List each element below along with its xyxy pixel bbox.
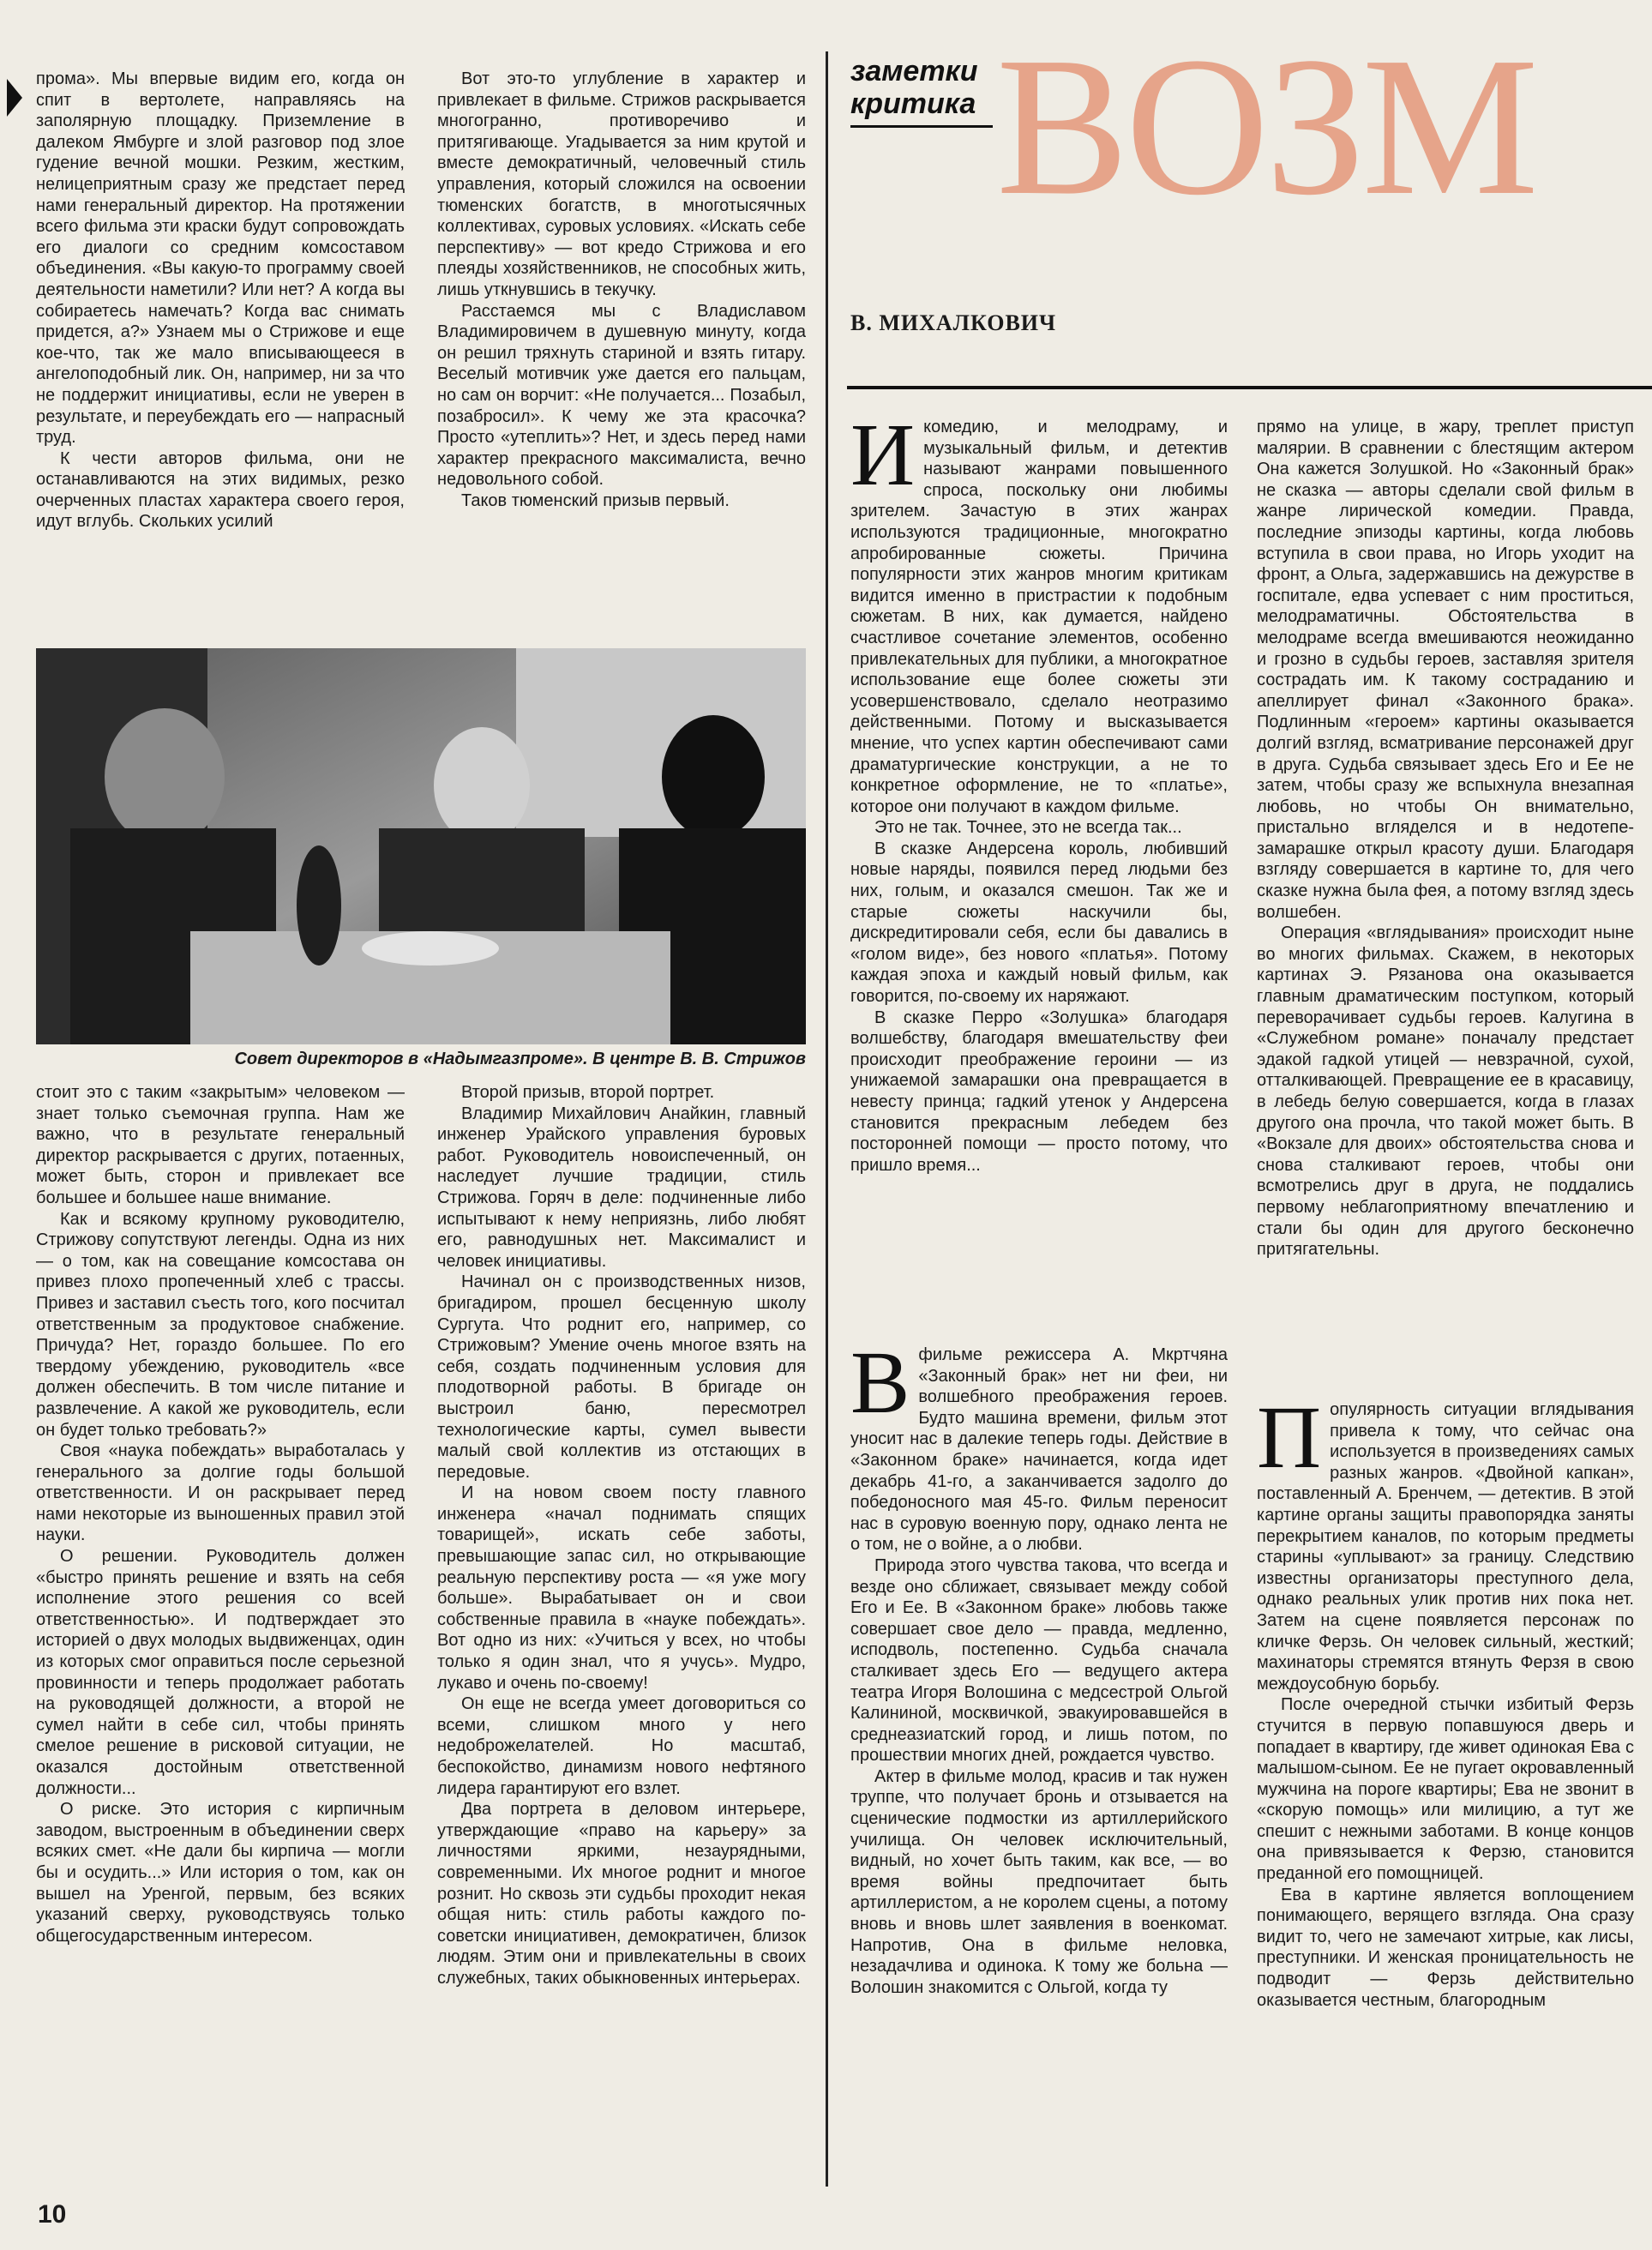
paragraph: После очередной стычки избитый Ферзь стучится в первую попавшуюся дверь и попадает в квартиру, где живет одинокая Ева с малышом-сыном. Ее не пугает окровавленный мужчина на пороге квартиры; Ева не звонит в «скорую помощь» или милицию, а тут же спешит с нежными заботами. В конце концов она привязывается к Ферзю, становится преданной его помощницей. (1257, 1695, 1634, 1884)
article-col-3-part-1 (850, 406, 1228, 1176)
photo-caption: Совет директоров в «Надымгазпроме». В центре В. В. Стрижов (234, 1050, 806, 1068)
paragraph-text: фильме режиссера А. Мкртчяна «Законный брак» нет ни феи, ни волшебного преображения героев. Будто машина времени, фильм этот уносит нас в далекие теперь годы. Действие в «Законном браке» начинается, когда идет декабрь 41-го, а заканчивается задолго до победоносного мая 45-го. Фильм переносит нас в суровую военную пору, однако лента не о том, не о войне, а о любви. (850, 1345, 1228, 1555)
article-col-4-part-1 (1257, 417, 1634, 1260)
article-col-3-part-2 (850, 1333, 1228, 1998)
page-number: 10 (38, 2200, 67, 2229)
paragraph: Природа этого чувства такова, что всегда и везде оно сближает, связывает между собой Его и Ее. В «Законном браке» любовь также совершает свое дело — правда, медленно, исподволь, постепенно. Судьба сначала сталкивает здесь Его — ведущего актера театра Игоря Волошина с медсестрой Ольгой Калининой, москвичкой, эвакуировавшейся в среднеазиатский город, и лишь потом, по прошествии многих дней, рождается чувство. (850, 1555, 1228, 1766)
paragraph: О решении. Руководитель должен «быстро принять решение и взять на себя исполнение этого решения со всей ответственностью». И подтверждает это историей о двух молодых выдвиженцах, один из которых смог оправиться после серьезной провинности и теперь продолжает работать на руководящей должности, а второй не сумел найти в себе сил, чтобы принять смелое решение в рисковой ситуации, не оказался достойным ответственной должности... (36, 1547, 405, 1798)
paragraph: Операция «вглядывания» происходит ныне во многих фильмах. Скажем, в некоторых картинах Э. Рязанова она оказывается главным драматическим поступком, который переворачивает судьбы героев. Калугина в «Служебном романе» поначалу предстает эдакой гадкой утицей — невзрачной, сухой, отталкивающей. Превращение ее в красавицу, в лебедь белую совершается, когда в глазах другого она прочла, что такой может быть. В «Вокзале для двоих» обстоятельства снова и снова сталкивают героев, чтобы они всмотрелись друг в друга, не поддались первому неблагоприятному впечатлению и стали бы один для другого бесконечно притягательны. (1257, 923, 1634, 1260)
prev-article-top-col-1 (36, 69, 405, 532)
rubric-line-2: критика (850, 87, 976, 120)
paragraph: В сказке Андерсена король, любивший новые наряды, появился перед людьми без них, голым, и оказался смешон. Так же и старые сюжеты наскучили бы, дискредитировали себя, если бы давались в «голом виде», без нового «платья». Потому каждая эпоха и каждый новый фильм, как говорится, по-своему их наряжают. (850, 839, 1228, 1007)
paragraph: К чести авторов фильма, они не останавливаются на этих видимых, резко очерченных пластах характера своего героя, идут вглубь. Скольких усилий (36, 448, 405, 532)
rubric-line-1: заметки (850, 55, 978, 87)
paragraph: Актер в фильме молод, красив и так нужен труппе, что получает бронь и отзывается на сценические подмостки из артиллерийского училища. Он человек исключительный, видный, но хочет быть таким, как все, — во время войны предпочитает быть артиллеристом, а не королем сцены, а потому вновь и вновь шлет заявления в военкомат. Напротив, Она в фильме неловка, незадачлива и одинока. К тому же больна — Волошин знакомится с Ольгой, когда ту (850, 1766, 1228, 1997)
paragraph: И на новом своем посту главного инженера «начал поднимать спящих товарищей», искать себе заботы, превышающие запас сил, но открывающие реальную перспективу роста — «я уже могу больше». Вырабатывает он и свои собственные правила в «науке побеждать». Вот одно из них: «Учиться у всех, но чтобы только я один знал, что я учусь». Мудро, лукаво и очень по-своему! (437, 1483, 806, 1693)
paragraph: Это не так. Точнее, это не всегда так... (874, 818, 1182, 838)
prev-article-top-col-2 (437, 69, 806, 511)
paragraph-text: опулярность ситуации вглядывания привела к тому, что сейчас она используется в произведениях самых разных жанров. «Двойной капкан», поставленный А. Бренчем, — детектив. В этой картине органы защиты правопорядка заняты перекрытием каналов, по которым предметы старины «уплывают» за границу. Следствию известны организаторы преступного дела, однако реальных улик против них пока нет. Затем на сцене появляется персонаж по кличке Ферзь. Он человек сильный, жесткий; махинаторы стремятся втянуть Ферзя в свою междоусобную борьбу. (1257, 1400, 1634, 1694)
paragraph: Он еще не всегда умеет договориться со всеми, слишком много у него недоброжелателей. Но масштаб, беспокойство, динамизм нового нефтяного лидера гарантируют его взлет. (437, 1694, 806, 1798)
column-divider (826, 51, 828, 2187)
paragraph: О риске. Это история с кирпичным заводом, выстроенным в объединении сверх всяких смет. «Не дали бы кирпича — могли бы и осудить...» Или история о том, как он вышел на Уренгой, первым, без всяких указаний сверху, руководствуясь только общегосударственным интересом. (36, 1800, 405, 1946)
drop-cap: В (850, 1333, 910, 1432)
continuation-marker (7, 79, 22, 117)
paragraph-text: комедию, и мелодраму, и музыкальный фильм, и детектив называют жанрами повышенного спроса, поскольку они любимы зрителем. Зачастую в этих жанрах используются традиционные, многократно апробированные сюжеты. Причина популярности этих жанров многим критикам видится именно в пристрастии к подобным сюжетам. В них, как думается, найдено счастливое сочетание элементов, особенно привлекательных для публики, а многократное использование еще более сюжеты эти усовершенствовало, сделало неотразимо действенными. Потому и высказывается мнение, что успех картин обеспечивают сами драматургические конструкции, а не то конкретное оформление, не то «платье», которое они получают в каждом фильме. (850, 418, 1228, 816)
paragraph: Своя «наука побеждать» выработалась у генерального за долгие годы большой ответственности. И он раскрывает перед нами некоторые из выношенных правил этой науки. (36, 1441, 405, 1545)
paragraph: прома». Мы впервые видим его, когда он спит в вертолете, направляясь на заполярную площадку. Приземление в далеком Ямбурге и злой разговор под злое гудение вечной мошки. Резким, жестким, нелицеприятным сразу же предстает перед нами генеральный директор. На протяжении всего фильма эти краски будут сопровождать его диалоги со средним комсоставом объединения. «Вы какую-то программу своей деятельности наметили? Или нет? А когда вы собираетесь намечать? Когда вас снимать придется, а?» Узнаем мы о Стрижове и еще кое-что, так же мало вписывающееся в ангелоподобный лик. Он, например, ни за что не поддержит инициативы, если не уверен в результате, и переубеждать его — напрасный труд. (36, 69, 405, 448)
rubric (850, 55, 978, 120)
paragraph: Вот это-то углубление в характер и привлекает в фильме. Стрижов раскрывается многогранно, противоречиво и притягивающе. Угадывается за ним крутой и вместе демократичный, человечный стиль управления, который сложился на освоении тюменских богатств, в многотысячных коллективах, суровых условиях. «Искать себе перспективу» — вот кредо Стрижова и его плеяды хозяйственников, не способных жить, лишь уткнувшись в текучку. (437, 69, 806, 299)
article-top-rule (847, 386, 1652, 389)
photo-board-of-directors (36, 648, 806, 1044)
paragraph: Ева в картине является воплощением понимающего, верящего взгляда. Она сразу видит то, чего не замечают хитрые, как лисы, преступники. И женская проницательность не подводит — Ферзь действительно оказывается честным, благородным (1257, 1885, 1634, 2010)
paragraph: В сказке Перро «Золушка» благодаря волшебству, благодаря вмешательству феи происходит преображение героини — из унижаемой замарашки она превращается в невесту принца; гадкий утенок у Андерсена становится прекрасным лебедем без посторонней помощи — просто потому, что пришло время... (850, 1008, 1228, 1175)
author-name: В. МИХАЛКОВИЧ (850, 310, 1057, 335)
prev-article-bottom-col-2 (437, 1082, 806, 1989)
paragraph: стоит это с таким «закрытым» человеком — знает только съемочная группа. Нам же важно, что в результате генеральный директор раскрывается с других, потаенных, может быть, сторон и привлекает все большее и большее наше внимание. (36, 1083, 405, 1207)
paragraph: Владимир Михайлович Анайкин, главный инженер Урайского управления буровых работ. Руководитель новоиспеченный, он наследует лучшие традиции, стиль Стрижова. Горяч в деле: подчиненные либо испытывают к нему неприязнь, либо любят его, равнодушных нет. Максималист и человек инициативы. (437, 1104, 806, 1271)
article-title-fragment: ВОЗМ (996, 16, 1535, 237)
paragraph: Два портрета в деловом интерьере, утверждающие «право на карьеру» за личностями яркими, незаурядными, современными. Их многое роднит и многое рознит. Но сквозь эти судьбы проходит некая общая нить: стиль работы каждого по-советски инициативен, демократичен, близок людям. Этим они и привлекательны в своих служебных, таких обыкновенных интерьерах. (437, 1800, 806, 1988)
paragraph: Начинал он с производственных низов, бригадиром, прошел бесценную школу Сургута. Что роднит его, например, со Стрижовым? Умение очень многое взять на себя, создать подчиненным условия для плодотворной работы. В бригаде он выстроил баню, пересмотрел технологические карты, сумел вывести малый свой коллектив из отстающих в передовые. (437, 1272, 806, 1482)
prev-article-bottom-col-1 (36, 1082, 405, 1946)
rubric-underline (850, 125, 993, 128)
paragraph: прямо на улице, в жару, треплет приступ малярии. В сравнении с блестящим актером Она кажется Золушкой. Но «Законный брак» не сказка — авторы сделали свой фильм в жанре лирической комедии. Правда, последние эпизоды картины, когда любовь вступила в свои права, но Игорь уходит на фронт, а Ольга, задержавшись на дежурстве в госпитале, едва успевает с ним проститься, мелодраматичны. Обстоятельства в мелодраме всегда вмешиваются неожиданно и грозно в судьбы героев, заставляя зрителя сострадать им. К такому состраданию и апеллирует финал «Законного брака». Подлинным «героем» картины оказывается долгий взгляд, всматривание персонажей друг в друга. Судьба связывает здесь Его и Ее не затем, чтобы сразу же вспыхнула внезапная любовь, но чтобы Он внимательно, пристально вгляделся и в недотепе-замарашке открыл красоту души. Благодаря взгляду совершается в картине то, для чего сказке нужна была фея, а потому взгляд здесь волшебен. (1257, 418, 1634, 922)
article-col-4-part-2 (1257, 1388, 1634, 2011)
paragraph: Расстаемся мы с Владиславом Владимировичем в душевную минуту, когда он решил тряхнуть стариной и взять гитару. Веселый мотивчик уже дается его пальцам, но сам он ворчит: «Не получается... Позабыл, позабросил». К чему же эта красочка? Просто «утеплить»? Нет, и здесь перед нами характер прекрасного максималиста, вечно недовольного собой. (437, 301, 806, 490)
paragraph: Таков тюменский призыв первый. (461, 490, 730, 510)
drop-cap: И (850, 406, 916, 504)
drop-cap: П (1257, 1388, 1322, 1487)
paragraph: Как и всякому крупному руководителю, Стрижову сопутствуют легенды. Одна из них — о том, как на совещание комсостава он привез плохо пропеченный хлеб с трассы. Привез и заставил съесть того, кого посчитал ответственным за продуктовое снабжение. Причуда? Нет, гораздо большее. По его твердому убеждению, руководитель «все должен обеспечить. В том числе питание и развлечение. А какой же руководитель, если он будет только требовать?» (36, 1209, 405, 1440)
paragraph: Второй призыв, второй портрет. (461, 1083, 715, 1102)
